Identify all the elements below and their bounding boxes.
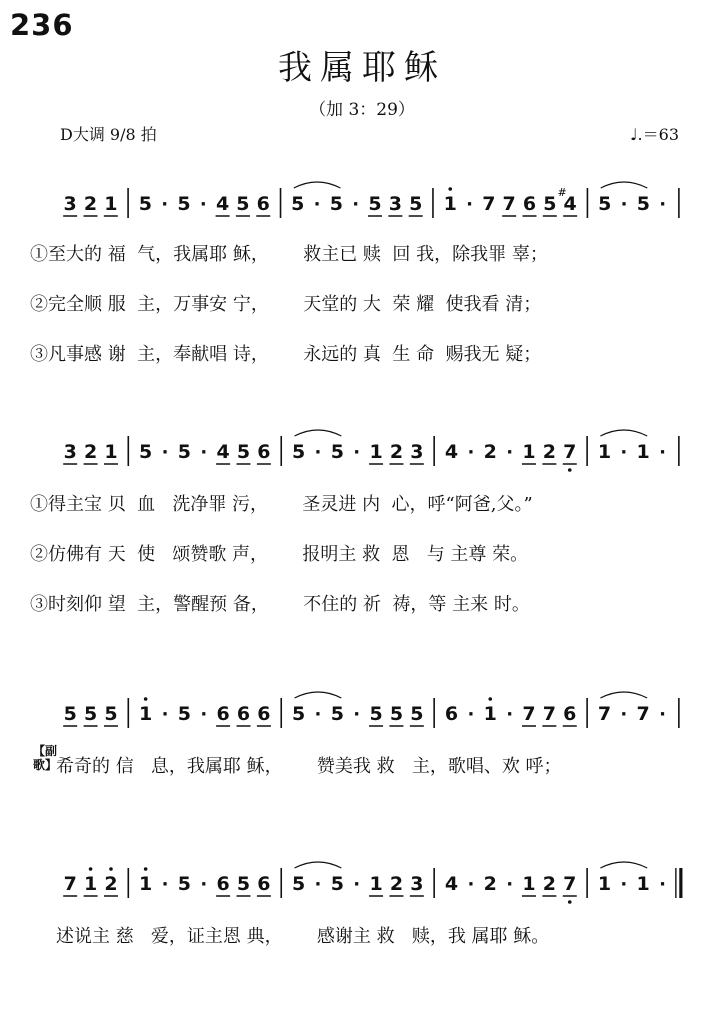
lyric-line: ②完全顺 服 主，万事安 宁， 天堂的 大 荣 耀 使我看 清； — [30, 294, 542, 315]
note: 1 — [522, 441, 536, 463]
note: 5 — [104, 703, 118, 725]
tie-arc — [600, 692, 647, 698]
octave-dot-above — [448, 187, 452, 191]
note: 5 — [409, 193, 423, 215]
note: 5 — [330, 441, 344, 463]
note: 6 — [257, 873, 271, 895]
extension-dot: · — [506, 704, 514, 725]
note: 7 — [636, 703, 650, 725]
note: 5 — [177, 193, 191, 215]
key-signature: D大调 9/8 拍 — [60, 125, 157, 144]
note: 5 — [236, 193, 250, 215]
note: 7 — [597, 703, 612, 725]
note: 1 — [139, 873, 153, 895]
tie-arc — [600, 430, 647, 436]
note: 1 — [636, 873, 650, 895]
note: 4 — [444, 873, 459, 895]
notation-svg — [0, 180, 724, 224]
extension-dot: · — [659, 704, 666, 725]
note: 2 — [83, 193, 98, 215]
note: 6 — [216, 873, 230, 895]
note: 2 — [104, 873, 118, 895]
note: 1 — [597, 441, 612, 463]
note: 1 — [483, 703, 497, 725]
notation-line — [0, 180, 724, 224]
sharp-sign: # — [557, 186, 567, 199]
note: 7 — [542, 703, 556, 725]
extension-dot: · — [200, 874, 208, 895]
note: 7 — [563, 873, 577, 895]
lyric-line: 希奇的 信 息，我属耶 稣， 赞美我 救 主，歌唱、欢 呼； — [56, 756, 562, 777]
hymn-number: 236 — [10, 8, 74, 42]
note: 5 — [291, 703, 306, 725]
extension-dot: · — [466, 194, 473, 215]
note: 2 — [389, 441, 404, 463]
note: 1 — [104, 193, 118, 215]
octave-dot-below — [568, 468, 572, 472]
extension-dot: · — [314, 442, 322, 463]
extension-dot: · — [506, 874, 514, 895]
lyric-line: ③时刻仰 望 主，警醒预 备， 不住的 祈 祷，等 主来 时。 — [30, 594, 530, 615]
note: 7 — [563, 441, 577, 463]
note: 6 — [236, 703, 251, 725]
note: 2 — [483, 873, 497, 895]
extension-dot: · — [620, 874, 628, 895]
extension-dot: · — [313, 194, 321, 215]
extension-dot: · — [620, 704, 628, 725]
extension-dot: · — [659, 442, 666, 463]
note: 5 — [177, 873, 192, 895]
extension-dot: · — [161, 704, 169, 725]
note: 2 — [389, 873, 404, 895]
note: 2 — [83, 441, 98, 463]
note: 5 — [291, 193, 305, 215]
note: 5 — [236, 873, 251, 895]
note: 7 — [522, 703, 536, 725]
note: 4 — [444, 441, 459, 463]
note: 3 — [410, 441, 424, 463]
note: 4 — [563, 193, 577, 215]
extension-dot: · — [352, 194, 360, 215]
scripture-reference: （加 3：29） — [309, 100, 415, 120]
notation-line — [0, 428, 724, 472]
note: 6 — [522, 193, 537, 215]
extension-dot: · — [161, 194, 169, 215]
extension-dot: · — [506, 442, 514, 463]
octave-dot-above — [144, 867, 148, 871]
lyric-line: ①得主宝 贝 血 洗净罪 污， 圣灵进 内 心，呼“阿爸,父。” — [30, 494, 533, 515]
note: 1 — [597, 873, 612, 895]
tie-arc — [295, 862, 342, 868]
tie-arc — [295, 430, 342, 436]
note: 5 — [63, 703, 77, 725]
note: 1 — [83, 873, 98, 895]
chorus-label: 【副歌】 — [33, 744, 58, 772]
extension-dot: · — [353, 874, 361, 895]
octave-dot-above — [89, 867, 93, 871]
note: 6 — [216, 703, 230, 725]
note: 5 — [139, 441, 153, 463]
note: 1 — [104, 441, 118, 463]
note: 2 — [483, 441, 497, 463]
note: 5 — [543, 193, 557, 215]
note: 6 — [257, 703, 271, 725]
note: 5 — [636, 193, 650, 215]
note: 5 — [177, 441, 192, 463]
note: 5 — [329, 193, 344, 215]
octave-dot-below — [568, 900, 572, 904]
lyric-line: 述说主 慈 爱，证主恩 典， 感谢主 救 赎，我 属耶 稣。 — [56, 926, 550, 947]
octave-dot-above — [488, 697, 492, 701]
note: 3 — [388, 193, 402, 215]
page-title: 我属耶稣 — [278, 48, 446, 88]
notation-line — [0, 690, 724, 734]
note: 5 — [330, 873, 344, 895]
lyric-line: ①至大的 福 气，我属耶 稣， 救主已 赎 回 我，除我罪 辜； — [30, 244, 548, 265]
extension-dot: · — [353, 704, 361, 725]
note: 5 — [236, 441, 251, 463]
note: 7 — [63, 873, 77, 895]
extension-dot: · — [314, 874, 322, 895]
note: 5 — [598, 193, 612, 215]
note: 5 — [83, 703, 98, 725]
lyric-line: ②仿佛有 天 使 颂赞歌 声， 报明主 救 恩 与 主尊 荣。 — [30, 544, 529, 565]
note: 5 — [389, 703, 404, 725]
note: 1 — [522, 873, 536, 895]
tie-arc — [294, 182, 341, 188]
note: 2 — [542, 873, 556, 895]
tie-arc — [600, 862, 647, 868]
extension-dot: · — [314, 704, 322, 725]
extension-dot: · — [199, 194, 207, 215]
notation-line — [0, 860, 724, 904]
note: 3 — [410, 873, 424, 895]
notation-svg — [0, 690, 724, 734]
extension-dot: · — [467, 442, 475, 463]
extension-dot: · — [161, 442, 169, 463]
extension-dot: · — [659, 194, 667, 215]
extension-dot: · — [467, 704, 475, 725]
note: 5 — [369, 703, 383, 725]
notation-svg — [0, 428, 724, 472]
extension-dot: · — [353, 442, 361, 463]
extension-dot: · — [467, 874, 475, 895]
tie-arc — [601, 182, 648, 188]
note: 7 — [482, 193, 496, 215]
note: 1 — [443, 193, 457, 215]
extension-dot: · — [620, 194, 628, 215]
extension-dot: · — [620, 442, 628, 463]
note: 1 — [369, 441, 383, 463]
note: 5 — [330, 703, 344, 725]
note: 1 — [139, 703, 153, 725]
note: 1 — [369, 873, 383, 895]
note: 3 — [63, 441, 77, 463]
tempo-marking: ♩.＝63 — [630, 125, 679, 144]
note: 4 — [215, 193, 230, 215]
octave-dot-above — [109, 867, 113, 871]
note: 5 — [291, 441, 306, 463]
note: 5 — [291, 873, 306, 895]
note: 1 — [636, 441, 650, 463]
note: 6 — [257, 441, 271, 463]
extension-dot: · — [200, 442, 208, 463]
note: 5 — [368, 193, 382, 215]
lyric-line: ③凡事感 谢 主，奉献唱 诗， 永远的 真 生 命 赐我无 疑； — [30, 344, 542, 365]
note: 7 — [502, 193, 516, 215]
extension-dot: · — [659, 874, 666, 895]
note: 5 — [177, 703, 192, 725]
note: 2 — [542, 441, 556, 463]
note: 6 — [444, 703, 459, 725]
extension-dot: · — [200, 704, 208, 725]
note: 5 — [138, 193, 152, 215]
note: 6 — [563, 703, 577, 725]
octave-dot-above — [144, 697, 148, 701]
note: 4 — [216, 441, 230, 463]
notation-svg — [0, 860, 724, 904]
tie-arc — [295, 692, 342, 698]
note: 6 — [256, 193, 270, 215]
note: 3 — [63, 193, 77, 215]
note: 5 — [410, 703, 424, 725]
extension-dot: · — [161, 874, 169, 895]
